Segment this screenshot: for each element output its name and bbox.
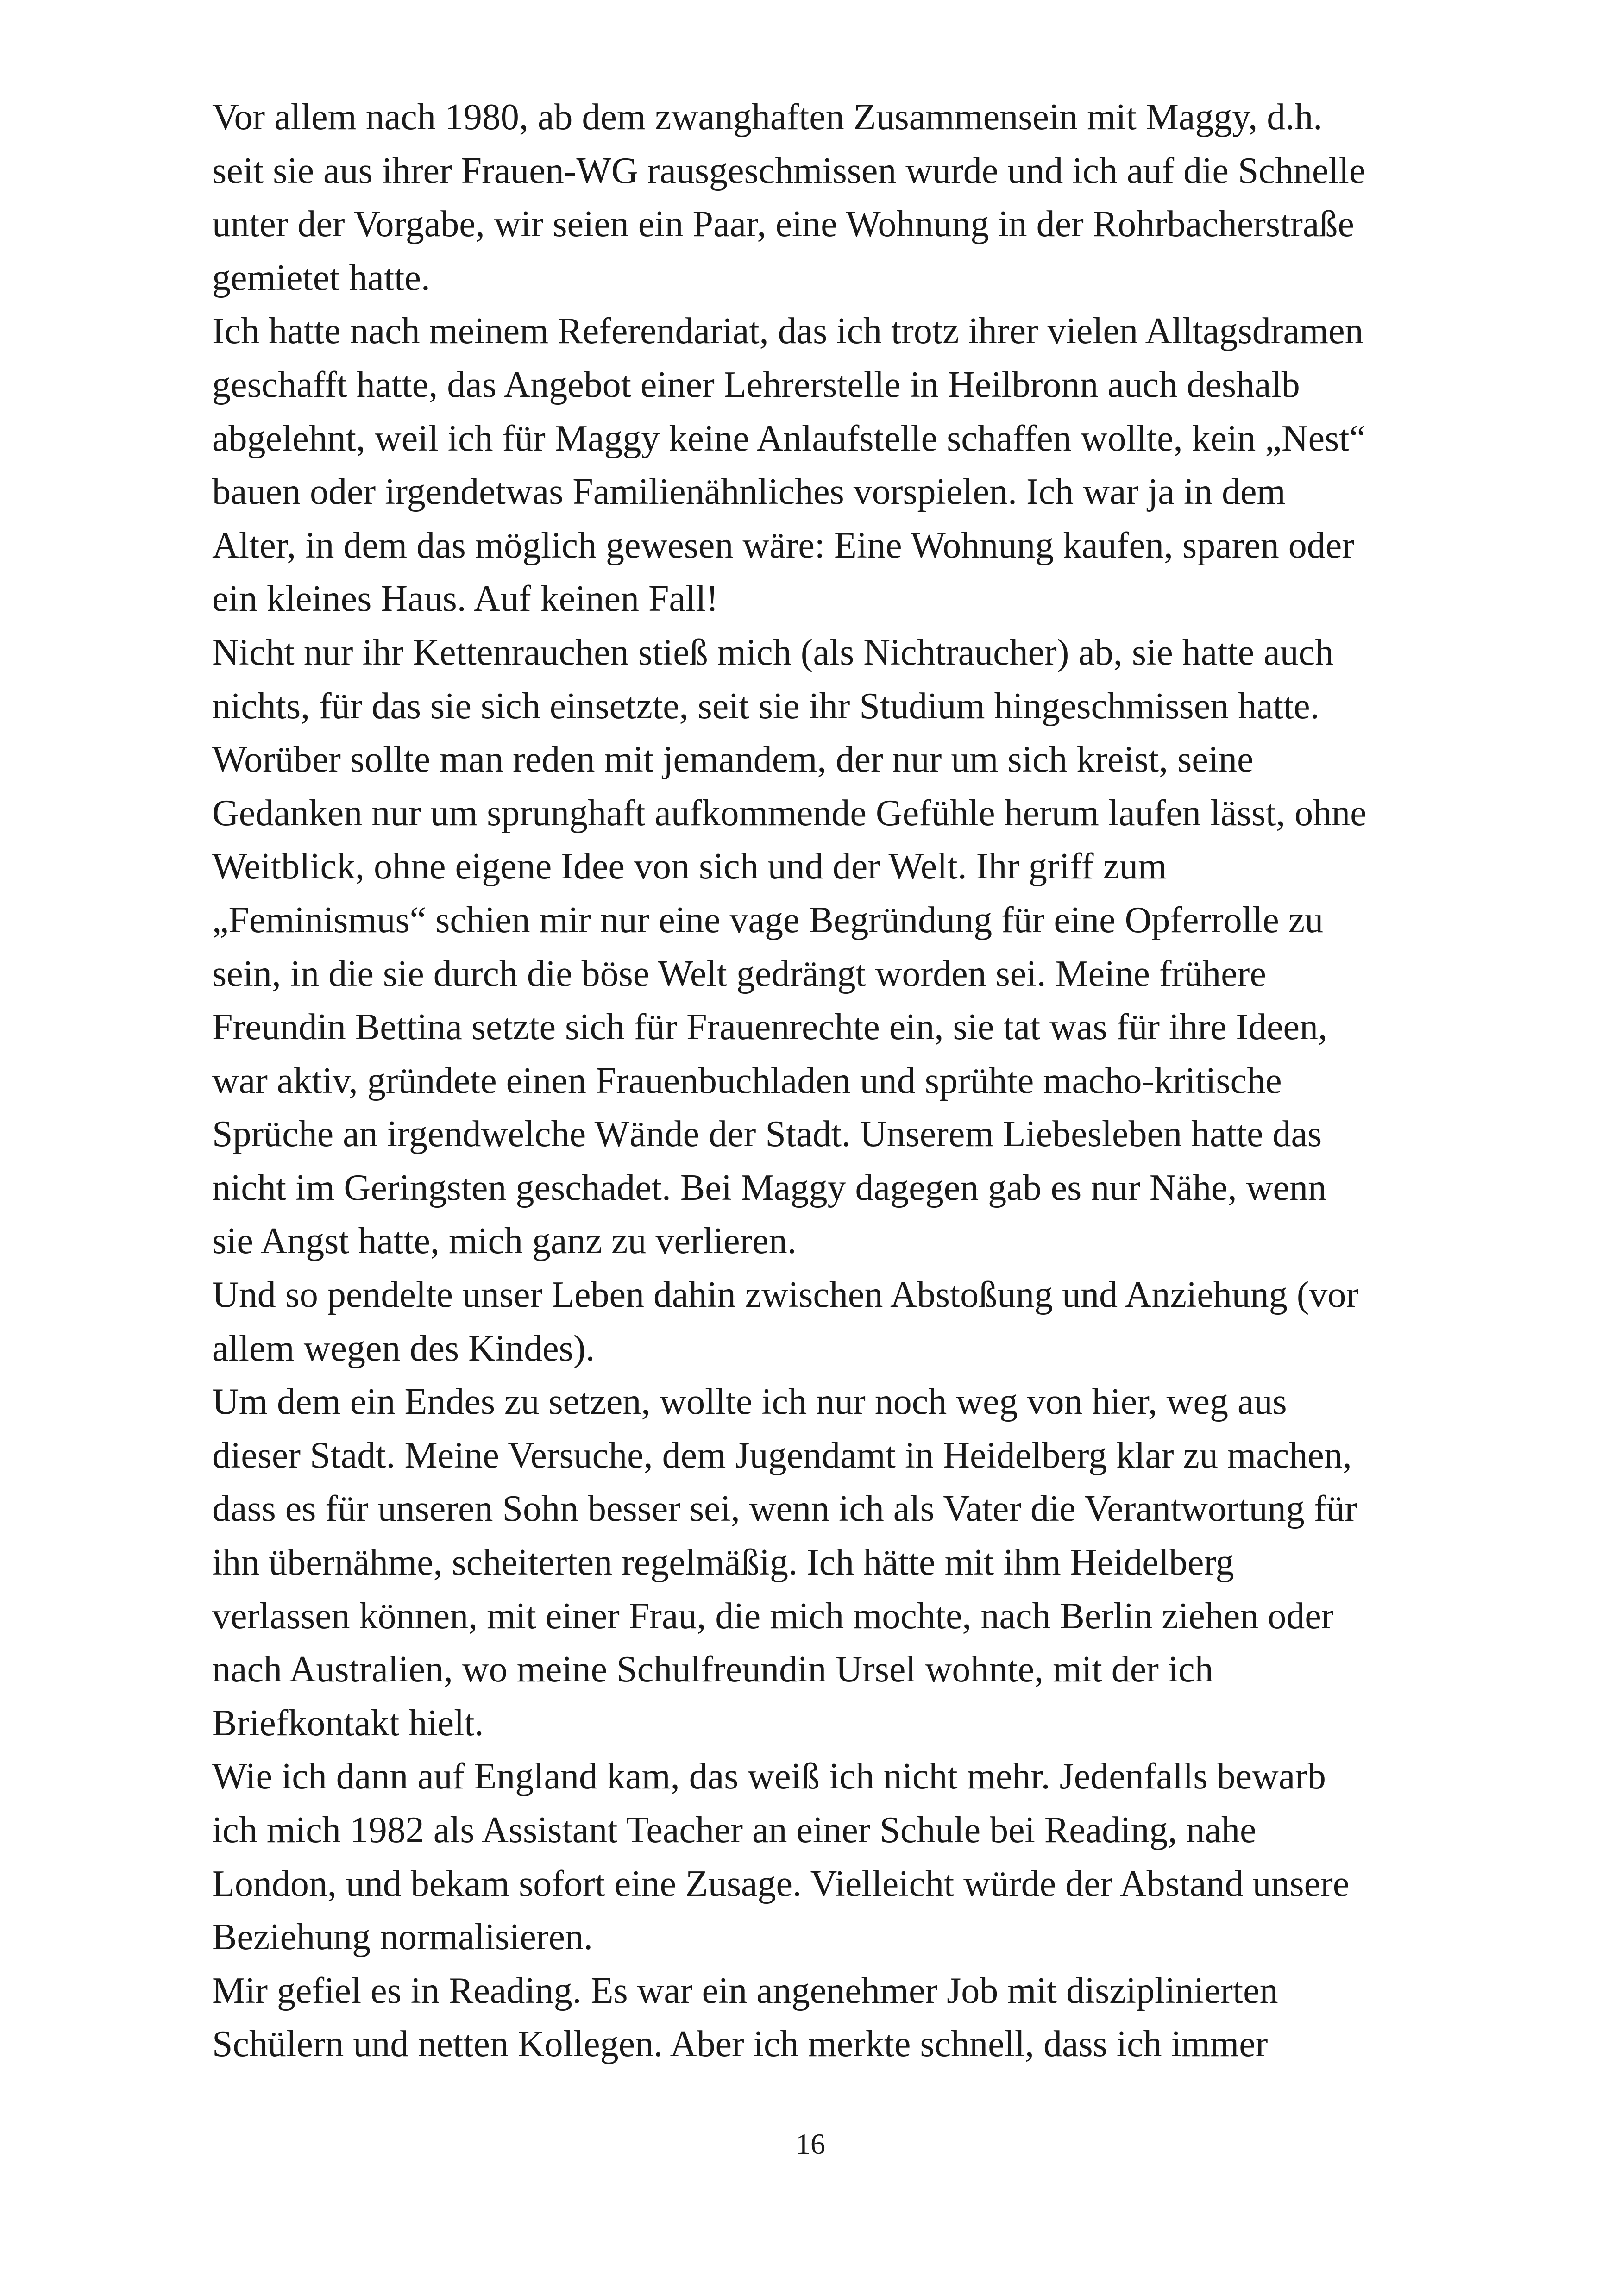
text-line: Beziehung normalisieren.	[212, 1917, 593, 1958]
text-line: Ich hatte nach meinem Referendariat, das ich trotz ihrer vielen Alltagsdramen	[212, 311, 1363, 352]
text-line: Sprüche an irgendwelche Wände der Stadt. Unserem Liebesleben hatte das	[212, 1114, 1322, 1155]
text-line: Mir gefiel es in Reading. Es war ein angenehmer Job mit disziplinierten	[212, 1970, 1278, 2011]
text-line: verlassen können, mit einer Frau, die mich mochte, nach Berlin ziehen oder	[212, 1595, 1334, 1637]
text-line: unter der Vorgabe, wir seien ein Paar, eine Wohnung in der Rohrbacherstraße	[212, 204, 1354, 245]
text-line: gemietet hatte.	[212, 257, 430, 298]
text-line: ich mich 1982 als Assistant Teacher an einer Schule bei Reading, nahe	[212, 1810, 1257, 1851]
page-number: 16	[796, 2127, 825, 2160]
text-line: Um dem ein Endes zu setzen, wollte ich nur noch weg von hier, weg aus	[212, 1381, 1287, 1423]
text-line: nicht im Geringsten geschadet. Bei Maggy dagegen gab es nur Nähe, wenn	[212, 1167, 1326, 1208]
text-line: Worüber sollte man reden mit jemandem, der nur um sich kreist, seine	[212, 739, 1254, 780]
text-line: abgelehnt, weil ich für Maggy keine Anlaufstelle schaffen wollte, kein „Nest“	[212, 418, 1366, 459]
text-line: geschafft hatte, das Angebot einer Lehrerstelle in Heilbronn auch deshalb	[212, 364, 1300, 405]
text-line: London, und bekam sofort eine Zusage. Vielleicht würde der Abstand unsere	[212, 1863, 1350, 1904]
text-line: dieser Stadt. Meine Versuche, dem Jugendamt in Heidelberg klar zu machen,	[212, 1435, 1352, 1476]
text-line: dass es für unseren Sohn besser sei, wenn ich als Vater die Verantwortung für	[212, 1488, 1357, 1530]
text-line: „Feminismus“ schien mir nur eine vage Begründung für eine Opferrolle zu	[212, 899, 1324, 941]
body-text	[212, 91, 1500, 2071]
text-line: Alter, in dem das möglich gewesen wäre: Eine Wohnung kaufen, sparen oder	[212, 525, 1354, 566]
text-line: Wie ich dann auf England kam, das weiß ich nicht mehr. Jedenfalls bewarb	[212, 1756, 1326, 1797]
text-line: ein kleines Haus. Auf keinen Fall!	[212, 578, 719, 620]
text-line: Weitblick, ohne eigene Idee von sich und der Welt. Ihr griff zum	[212, 846, 1167, 887]
text-line: allem wegen des Kindes).	[212, 1328, 595, 1369]
text-line: ihn übernähme, scheiterten regelmäßig. Ich hätte mit ihm Heidelberg	[212, 1542, 1234, 1583]
text-line: bauen oder irgendetwas Familienähnliches vorspielen. Ich war ja in dem	[212, 471, 1286, 513]
text-line: seit sie aus ihrer Frauen-WG rausgeschmissen wurde und ich auf die Schnelle	[212, 150, 1366, 191]
text-line: sein, in die sie durch die böse Welt gedrängt worden sei. Meine frühere	[212, 953, 1266, 994]
text-line: Vor allem nach 1980, ab dem zwanghaften Zusammensein mit Maggy, d.h.	[212, 97, 1323, 138]
text-line: Schülern und netten Kollegen. Aber ich merkte schnell, dass ich immer	[212, 2024, 1268, 2065]
text-line: Und so pendelte unser Leben dahin zwischen Abstoßung und Anziehung (vor	[212, 1274, 1359, 1316]
text-line: Freundin Bettina setzte sich für Frauenrechte ein, sie tat was für ihre Ideen,	[212, 1007, 1328, 1048]
text-line: nichts, für das sie sich einsetzte, seit sie ihr Studium hingeschmissen hatte.	[212, 685, 1319, 727]
text-line: nach Australien, wo meine Schulfreundin Ursel wohnte, mit der ich	[212, 1649, 1213, 1690]
text-line: sie Angst hatte, mich ganz zu verlieren.	[212, 1221, 797, 1262]
text-line: Nicht nur ihr Kettenrauchen stieß mich (als Nichtraucher) ab, sie hatte auch	[212, 632, 1334, 673]
text-line: Briefkontakt hielt.	[212, 1702, 484, 1744]
text-line: war aktiv, gründete einen Frauenbuchladen und sprühte macho-kritische	[212, 1060, 1282, 1101]
text-line: Gedanken nur um sprunghaft aufkommende Gefühle herum laufen lässt, ohne	[212, 792, 1367, 834]
